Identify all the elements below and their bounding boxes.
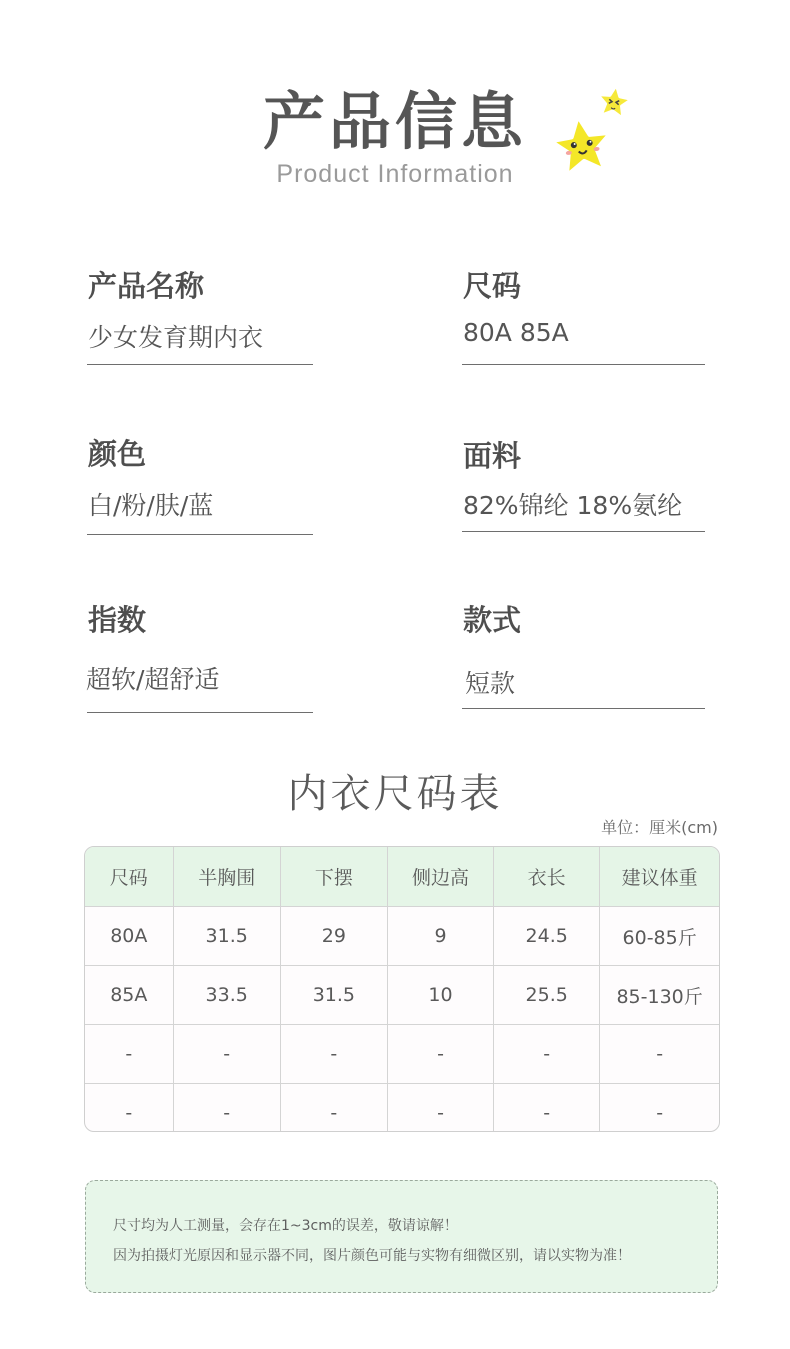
table-cell: -: [494, 1084, 600, 1133]
field-value-fabric: 82%锦纶 18%氨纶: [463, 491, 683, 520]
table-cell: 10: [387, 966, 493, 1025]
table-cell: 25.5: [494, 966, 600, 1025]
table-cell: -: [85, 1084, 173, 1133]
field-divider: [87, 534, 313, 535]
table-cell: -: [85, 1025, 173, 1084]
size-table-unit: 单位：厘米(cm): [601, 818, 718, 837]
table-cell: 31.5: [173, 907, 280, 966]
table-cell: 31.5: [280, 966, 387, 1025]
field-label-index: 指数: [88, 603, 147, 637]
size-table: [84, 846, 720, 1132]
field-divider: [87, 364, 313, 365]
page-title: 产品信息: [262, 85, 527, 158]
table-row: [85, 966, 719, 1025]
table-cell: 80A: [85, 907, 173, 966]
field-divider: [462, 531, 705, 532]
field-value-style: 短款: [465, 669, 516, 698]
table-header: 建议体重: [600, 847, 719, 907]
field-label-fabric: 面料: [463, 439, 522, 473]
table-row: [85, 1084, 719, 1133]
table-header: 半胸围: [173, 847, 280, 907]
table-row: [85, 907, 719, 966]
field-value-size: 80A 85A: [463, 318, 569, 347]
field-value-color: 白/粉/肤/蓝: [88, 491, 214, 520]
notice-box: [85, 1180, 718, 1293]
field-divider: [462, 708, 705, 709]
table-cell: -: [173, 1025, 280, 1084]
field-label-color: 颜色: [88, 437, 147, 471]
table-cell: 24.5: [494, 907, 600, 966]
smiling-stars-icon: [548, 80, 638, 180]
table-header: 尺码: [85, 847, 173, 907]
field-label-name: 产品名称: [88, 269, 205, 303]
table-cell: -: [387, 1025, 493, 1084]
table-cell: -: [600, 1025, 719, 1084]
field-value-name: 少女发育期内衣: [88, 323, 264, 352]
table-cell: 9: [387, 907, 493, 966]
table-cell: 85A: [85, 966, 173, 1025]
table-header: 下摆: [280, 847, 387, 907]
table-cell: -: [494, 1025, 600, 1084]
table-cell: 60-85斤: [600, 907, 719, 966]
table-header: 衣长: [494, 847, 600, 907]
table-cell: -: [600, 1084, 719, 1133]
table-row: [85, 1025, 719, 1084]
field-divider: [87, 712, 313, 713]
table-cell: -: [280, 1025, 387, 1084]
size-table-title: 内衣尺码表: [287, 771, 503, 817]
table-cell: 85-130斤: [600, 966, 719, 1025]
field-label-style: 款式: [463, 603, 522, 637]
table-header-row: [85, 847, 719, 907]
notice-line: 因为拍摄灯光原因和显示器不同，图片颜色可能与实物有细微区别，请以实物为准！: [113, 1248, 631, 1264]
table-cell: -: [280, 1084, 387, 1133]
table-cell: -: [173, 1084, 280, 1133]
table-cell: -: [387, 1084, 493, 1133]
table-header: 侧边高: [387, 847, 493, 907]
table-cell: 29: [280, 907, 387, 966]
page-subtitle: Product Information: [276, 160, 514, 188]
table-cell: 33.5: [173, 966, 280, 1025]
field-divider: [462, 364, 705, 365]
notice-line: 尺寸均为人工测量，会存在1~3cm的误差，敬请谅解！: [113, 1218, 458, 1234]
field-value-index: 超软/超舒适: [86, 665, 220, 694]
field-label-size: 尺码: [463, 269, 522, 303]
